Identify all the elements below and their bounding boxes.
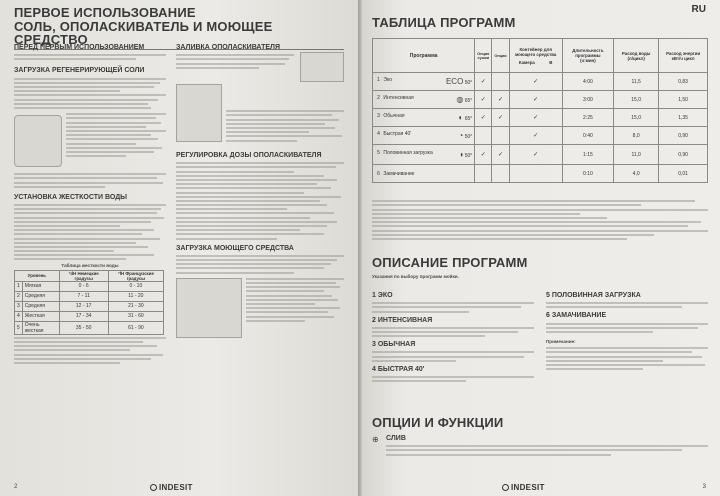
quick-icon: ◔: [458, 131, 464, 140]
text-block: [386, 445, 708, 455]
text-block: [14, 78, 166, 109]
check-icon: ✓: [509, 145, 562, 165]
table-row: 2 Средняя 7 - 11 11 - 20: [15, 291, 164, 301]
salt-illustration: [14, 115, 62, 167]
book-spine: [358, 0, 362, 496]
table-row: 3 Средняя 12 - 17 21 - 30: [15, 301, 164, 311]
hardness-col-level: Уровень: [15, 270, 60, 281]
section-salt: ЗАГРУЗКА РЕГЕНЕРИРУЮЩЕЙ СОЛИ: [14, 67, 145, 75]
program-item: 3 ОБЫЧНАЯ: [372, 341, 416, 349]
table-row: 5 Очень жесткая 35 - 50 61 - 90: [15, 321, 164, 334]
table-footnotes: [372, 198, 708, 242]
dispenser-illustration: [176, 84, 222, 142]
table-row: 4 Быстрая 40' ◔ 50° ✓ 0:40 8,0 0,90: [373, 127, 708, 145]
program-item: 5 ПОЛОВИННАЯ ЗАГРУЗКА: [546, 292, 641, 299]
note-label: Примечание:: [546, 338, 576, 344]
text-block: [66, 111, 166, 159]
options-section: [372, 416, 708, 458]
section-first-run: ПЕРЕД ПЕРВЫМ ИСПОЛЬЗОВАНИЕМ: [14, 44, 145, 51]
table-row: 6 Замачивание 0:10 4,0 0,01: [373, 165, 708, 183]
desc-right-column: [546, 292, 708, 372]
left-title-line1: ПЕРВОЕ ИСПОЛЬЗОВАНИЕ: [14, 5, 196, 20]
normal-icon: ◐: [458, 113, 464, 122]
left-page: [0, 0, 358, 496]
hardness-table-caption: Таблица жесткости воды: [61, 262, 119, 268]
rinse-illustration: [300, 52, 344, 82]
text-block: [176, 52, 294, 71]
half-load-icon: ◑: [458, 150, 464, 159]
right-logo: INDESIT: [502, 483, 545, 492]
hardness-header-row: [15, 270, 164, 281]
text-block: [546, 302, 708, 308]
check-icon: ✓: [475, 73, 492, 91]
left-title-line2: СОЛЬ, ОПОЛАСКИВАТЕЛЬ И МОЮЩЕЕ СРЕДСТВО: [14, 19, 273, 47]
table-row: 5 Половинная загрузка ◑ 50° ✓ ✓ ✓ 1:15 11,0 0,90: [373, 145, 708, 165]
col-energy: Расход энергии кВт/ч цикл: [659, 39, 708, 73]
option-drain: [372, 435, 708, 458]
text-block: [14, 173, 166, 188]
text-block: [14, 337, 166, 364]
text-block: [372, 327, 534, 337]
desc-left-column: [372, 292, 534, 384]
program-table-title: ТАБЛИЦА ПРОГРАММ: [372, 15, 516, 30]
left-logo: INDESIT: [150, 483, 193, 492]
text-block: [372, 351, 534, 361]
table-row: 1 Мягкая 0 - 6 0 - 10: [15, 281, 164, 291]
program-table-header: [373, 39, 708, 73]
program-table-title-block: [372, 16, 708, 29]
text-block: [546, 347, 708, 370]
col-container: Контейнер для моющего средства Камера В: [509, 39, 562, 73]
section-rinse: ЗАЛИВКА ОПОЛАСКИВАТЕЛЯ: [176, 44, 280, 51]
hardness-table: [14, 270, 164, 335]
check-icon: ✓: [492, 145, 509, 165]
check-icon: ✓: [475, 91, 492, 109]
text-block: [176, 255, 344, 274]
intensive-icon: ◍: [456, 95, 464, 104]
table-row: 2 Интенсивная ◍ 65° ✓ ✓ ✓ 3:00 15,0 1,50: [373, 91, 708, 109]
left-page-right-column: [176, 44, 344, 340]
option-drain-label: СЛИВ: [386, 435, 406, 442]
options-title: ОПЦИИ И ФУНКЦИИ: [372, 415, 504, 430]
check-icon: ✓: [492, 109, 509, 127]
lang-label: RU: [691, 4, 706, 15]
table-row: 4 Жесткая 17 - 34 31 - 60: [15, 311, 164, 321]
left-page-number: 2: [14, 484, 18, 490]
text-block: [176, 162, 344, 239]
check-icon: ✓: [509, 73, 562, 91]
check-icon: ✓: [509, 127, 562, 145]
right-page-number: 3: [702, 484, 706, 490]
check-icon: ✓: [475, 109, 492, 127]
col-water: Расход воды (л/цикл): [614, 39, 659, 73]
logo-icon: [502, 484, 509, 491]
hardness-col-dh: °dH Немецкие градусы: [59, 270, 108, 281]
program-table: [372, 38, 708, 183]
text-block: [226, 108, 344, 144]
check-icon: ✓: [509, 91, 562, 109]
table-row: 1 Эко ECO 50° ✓ ✓ 4:00 11,5 0,83: [373, 73, 708, 91]
check-icon: ✓: [492, 91, 509, 109]
logo-icon: [150, 484, 157, 491]
salt-figure: [14, 111, 166, 171]
section-rinse-dose: РЕГУЛИРОВКА ДОЗЫ ОПОЛАСКИВАТЕЛЯ: [176, 152, 322, 159]
col-options: Опции: [492, 39, 509, 73]
eco-icon: ECO: [445, 77, 464, 86]
drain-icon: ⊕: [372, 435, 379, 444]
rinse-figure: [176, 52, 344, 82]
hardness-col-fh: °fH Французские градусы: [108, 270, 163, 281]
detergent-figure: [176, 276, 344, 340]
desc-title: ОПИСАНИЕ ПРОГРАММ: [372, 255, 528, 270]
col-dry: Опция сушки: [475, 39, 492, 73]
check-icon: ✓: [475, 145, 492, 165]
right-page: [362, 0, 720, 496]
check-icon: ✓: [509, 109, 562, 127]
detergent-illustration: [176, 278, 242, 338]
desc-subtitle: Указания по выбору программ мойки.: [372, 274, 459, 279]
text-block: [246, 276, 344, 324]
program-item: 4 БЫСТРАЯ 40': [372, 365, 425, 373]
text-block: [14, 204, 166, 260]
section-detergent: ЗАГРУЗКА МОЮЩЕГО СРЕДСТВА: [176, 244, 294, 252]
program-item: 2 ИНТЕНСИВНАЯ: [372, 316, 433, 324]
text-block: [14, 54, 166, 60]
col-program: Программа: [373, 39, 475, 73]
left-column: [14, 44, 166, 366]
col-duration: Длительность программы (ч:мин): [562, 39, 613, 73]
table-row: 3 Обычная ◐ 65° ✓ ✓ ✓ 2:25 15,0 1,35: [373, 109, 708, 127]
text-block: [372, 376, 534, 382]
program-description: [372, 256, 708, 280]
text-block: [372, 302, 534, 312]
section-hardness: УСТАНОВКА ЖЕСТКОСТИ ВОДЫ: [14, 193, 128, 201]
rinse-steps: [176, 82, 344, 148]
program-item: 1 ЭКО: [372, 292, 393, 299]
text-block: [546, 323, 708, 333]
program-item: 6 ЗАМАЧИВАНИЕ: [546, 312, 607, 320]
